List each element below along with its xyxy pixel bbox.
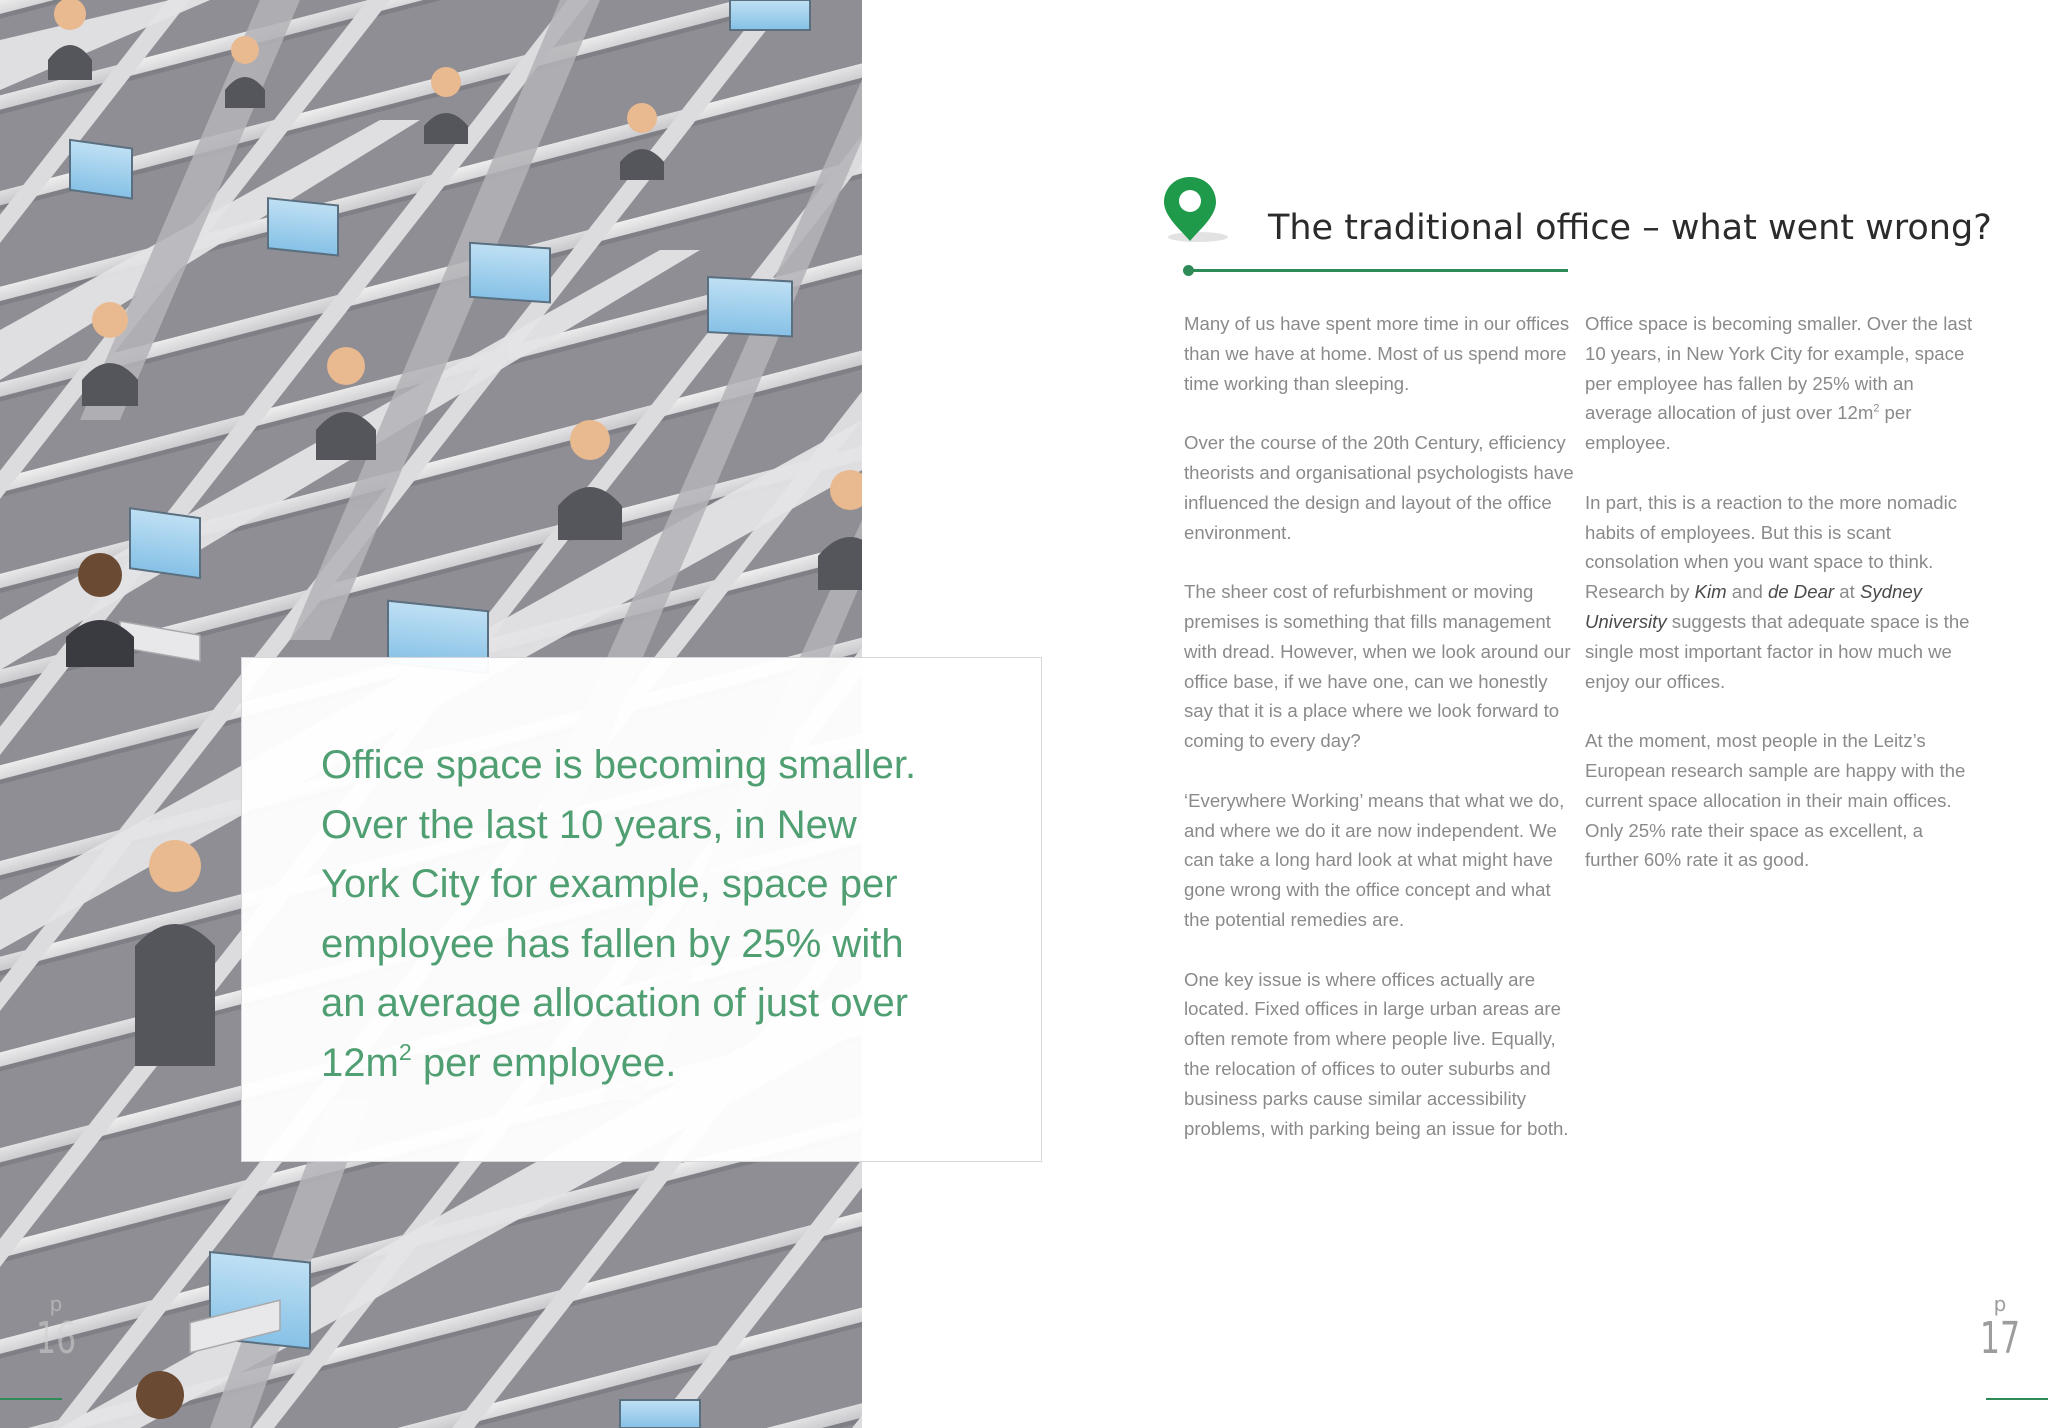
superscript: 2 — [1873, 402, 1880, 415]
paragraph — [1585, 488, 1975, 697]
footer-rule-right — [1986, 1398, 2048, 1400]
footer-rule-left — [0, 1398, 62, 1400]
paragraph: The sheer cost of refurbishment or moving premises is something that fills management with dread. However, when we look around our office base, if we have one, can we honestly say that it is a place where we look forward to coming to every day? — [1184, 581, 1571, 752]
page-number: 17 — [1979, 1313, 2021, 1364]
author-name: de Dear — [1767, 581, 1835, 603]
paragraph: At the moment, most people in the Leitz’s European research sample are happy with the current space allocation in their main offices. Only 25% rate their space as excellent, a further 60% rate it as good. — [1585, 730, 1966, 871]
paragraph-text: suggests that adequate space is the single most important factor in how much we enjoy our offices. — [1585, 610, 1970, 692]
paragraph — [1585, 309, 1975, 458]
quote-line: 12m — [321, 1040, 399, 1085]
quote-line: Office space is becoming smaller. — [321, 743, 917, 787]
institution-name: Sydney University — [1585, 581, 1922, 632]
author-name: Kim — [1694, 581, 1727, 603]
quote-line: employee has fallen by 25% with — [321, 921, 904, 966]
superscript: 2 — [398, 1038, 412, 1065]
body-column-1 — [1184, 309, 1574, 1173]
page-prefix: p — [1993, 1292, 2007, 1316]
paragraph-text: per employee. — [1585, 402, 1912, 454]
pull-quote-box — [241, 657, 1042, 1162]
pull-quote — [321, 736, 971, 1093]
paragraph: Over the course of the 20th Century, efficiency theorists and organisational psychologists have influenced the design and layout of the office environment. — [1184, 432, 1574, 543]
paragraph-text: Office space is becoming smaller. Over the last 10 years, in New York City for example, space per employee has fallen by 25% with an average allocation of just over 12m — [1585, 313, 1973, 424]
page-number-left — [26, 1293, 86, 1363]
paragraph: Many of us have spent more time in our offices than we have at home. Most of us spend more time working than sleeping. — [1184, 313, 1570, 394]
paragraph-text: In part, this is a reaction to the more nomadic habits of employees. But this is scant consolation when you want space to think. Research by — [1585, 491, 1958, 603]
page-prefix: p — [49, 1292, 63, 1316]
quote-line: York City for example, space per — [321, 862, 898, 906]
quote-line: per employee. — [411, 1040, 677, 1085]
paragraph-text: at — [1834, 581, 1860, 603]
heading-rule — [1188, 269, 1568, 272]
body-column-2 — [1585, 309, 1975, 905]
quote-line: an average allocation of just over — [321, 981, 909, 1025]
map-pin-icon — [1158, 175, 1238, 250]
page-number-right — [1970, 1293, 2030, 1363]
paragraph-text: and — [1726, 581, 1768, 603]
quote-line: Over the last 10 years, in New — [321, 802, 857, 847]
section-heading: The traditional office – what went wrong? — [1268, 208, 1992, 248]
paragraph: ‘Everywhere Working’ means that what we do, and where we do it are now independent. We can take a long hard look at what might have gone wrong with the office concept and what the potential remedies are. — [1184, 789, 1565, 930]
paragraph: One key issue is where offices actually are located. Fixed offices in large urban areas are often remote from where people live. Equally, the relocation of offices to outer suburbs and business parks cause similar accessibility problems, with parking being an issue for both. — [1184, 968, 1569, 1139]
page-number: 16 — [35, 1313, 77, 1364]
